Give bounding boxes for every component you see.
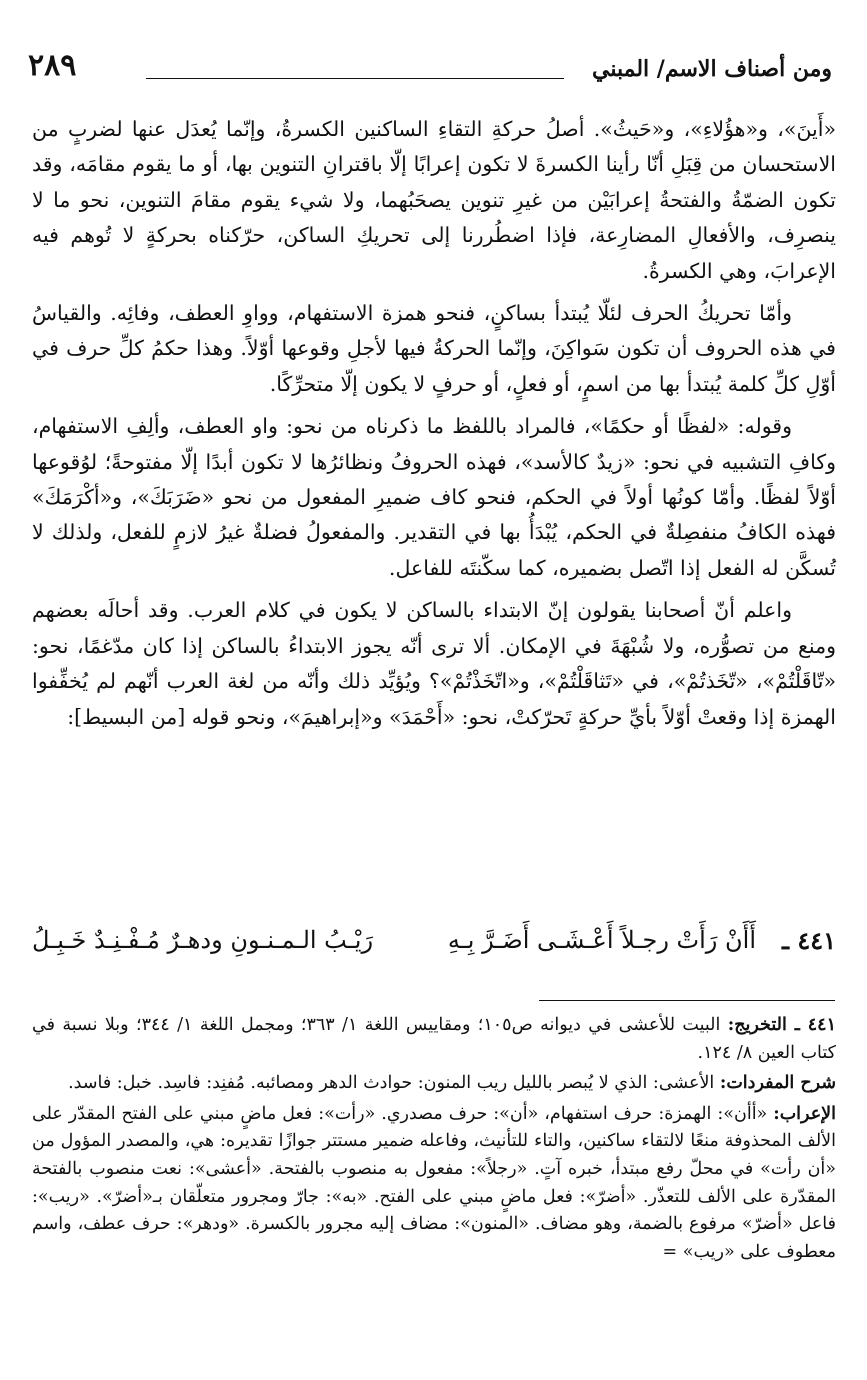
running-title: ومن أصناف الاسم/ المبني — [592, 56, 832, 82]
verse-first-hemistich: أَأَنْ رَأَتْ رجـلاً أَعْـشَـى أَضَـرَّ بِـهِ — [447, 926, 756, 954]
footnote-label: شرح المفردات: — [719, 1073, 836, 1094]
paragraph: وأمّا تحريكُ الحرف لئلّا يُبتدأ بساكنٍ، فنحو همزة الاستفهام، وواوِ العطف، وفائِه. والقياسُ في هذه الحروف أن تكون سَواكِنَ، وإنّما الحركةُ فيها لأجلِ وقوعها أوّلاً. وهذا حكمُ كلِّ حرف في أوّلِ كلِّ كلمة يُبتدأ بها من اسمٍ، أو فعلٍ، أو حرفٍ لا يكون إلّا متحرِّكًا. — [32, 301, 836, 396]
footnote-text: «أأن»: الهمزة: حرف استفهام، «أن»: حرف مصدري. «رأت»: فعل ماضٍ مبني على الفتح المقدّر على الألف المحذوفة منعًا لالتقاء ساكنين، والتاء للتأنيث، وفاعله ضمير مستتر جوازًا تقديره: هي، والمصدر المؤول من «أن رأت» في محلّ رفع مبتدأ، خبره آتٍ. «رجلاً»: مفعول به منصوب بالفتحة. «أعشى»: نعت منصوب بالفتحة المقدّرة على الألف للتعذّر. «أضرّ»: فعل ماضٍ مبني على الفتح. «به»: جارّ ومجرور متعلّقان بـ«أضرّ». «ريب»: فاعل «أضرّ» مرفوع بالضمة، وهو مضاف. «المنون»: مضاف إليه مجرور بالكسرة. «ودهر»: حرف عطف، واسم معطوف على «ريب» = — [32, 1103, 837, 1262]
poetry-verse — [32, 922, 836, 964]
footnote-label: ٤٤١ ـ التخريج: — [727, 1015, 836, 1035]
page-header — [28, 48, 832, 88]
footnote-rule — [539, 1000, 835, 1001]
paragraph: واعلم أنّ أصحابنا يقولون إنّ الابتداء بالساكن لا يكون في كلام العرب. وقد أحالَه بعضهم ومنع من تصوُّره، ولا شُبْهَةَ في الإمكان. ألا ترى أنّه يجوز الابتداءُ بالساكن إذا كان مدّغمًا، نحو: «تّاقَلْتُمْ»، «تّخَذتُمْ»، في «تَثاقَلْتُمْ»، و«اتّخَذْتُمْ»؟ ويُؤيِّد ذلك وأنّه من لغة العرب أنّهم لم يُخفِّفوا الهمزة إذا وقعتْ أوّلاً بأيِّ حركةٍ تَحرّكتْ، نحو: «أَحْمَدَ» و«إبراهيمَ»، ونحو قوله [من البسيط]: — [32, 598, 836, 729]
footnote-takhrij — [32, 1012, 836, 1067]
footnotes — [32, 1012, 836, 1269]
footnote-label: الإعراب: — [773, 1103, 836, 1124]
verse-number: ٤٤١ ـ — [781, 926, 836, 955]
verse-second-hemistich: رَيْـبُ الـمـنـونِ ودهـرٌ مُـفْـنِـدٌ خَـبِـلُ — [32, 926, 374, 954]
footnote-sharh — [32, 1070, 836, 1098]
footnote-text: البيت للأعشى في ديوانه ص١٠٥؛ ومقاييس اللغة ١/ ٣٦٣؛ ومجمل اللغة ١/ ٣٤٤؛ وبلا نسبة في كتاب العين ٨/ ١٢٤. — [32, 1015, 836, 1063]
main-text — [32, 112, 836, 742]
page-number: ٢٨٩ — [28, 48, 77, 83]
footnote-irab — [32, 1101, 836, 1267]
paragraph: «أَينَ»، و«هؤُلاءِ»، و«حَيثُ». أصلُ حركةِ التقاءِ الساكنين الكسرةُ، وإنّما يُعدَل عنها لضربٍ من الاستحسان من قِبَلِ أنّا رأينا الكسرةَ لا تكون إعرابًا إلّا باقترانِ التنوين بها، أو ما يقوم مقامَه، وقد تكون الضمّةُ والفتحةُ إعرابَيْن من غيرِ تنوين يصحَبُهما، ولا شيء يقوم مقامَ التنوين، نحو ما لا ينصرِف، والأفعالِ المضارِعة، فإذا اضطُررنا إلى تحريكِ الساكن، حرّكناه بحركةٍ لا تُوهم فيه الإعرابَ، وهي الكسرةُ. — [32, 117, 836, 283]
footnote-text: الأعشى: الذي لا يُبصر بالليل ريب المنون: حوادث الدهر ومصائبه. مُفنِد: فاسِد. خبل: فاسد. — [68, 1073, 715, 1094]
header-rule — [146, 78, 564, 79]
paragraph: وقوله: «لفظًا أو حكمًا»، فالمراد باللفظ ما ذكرناه من نحو: واو العطف، وألِفِ الاستفهام، وكافِ التشبيه في نحو: «زيدٌ كالأسد»، فهذه الحروفُ ونظائرُها لا تكون أبدًا إلّا مفتوحةً؛ لوُقوعها أوّلاً لفظًا. وأمّا كونُها أولاً في الحكم، فنحو كاف ضميرِ المفعول من نحو «ضَرَبَكَ»، و«أكْرَمَكَ» فهذه الكافُ منفصِلةٌ في الحكم، يُبْدَأُ بها في التقدير. والمفعولُ فضلةٌ غيرُ لازمٍ للفعل، ولذلك لا تُسكَّن له الفعل إذا اتّصل بضميره، كما سكّنتَه للفاعل. — [32, 414, 836, 580]
